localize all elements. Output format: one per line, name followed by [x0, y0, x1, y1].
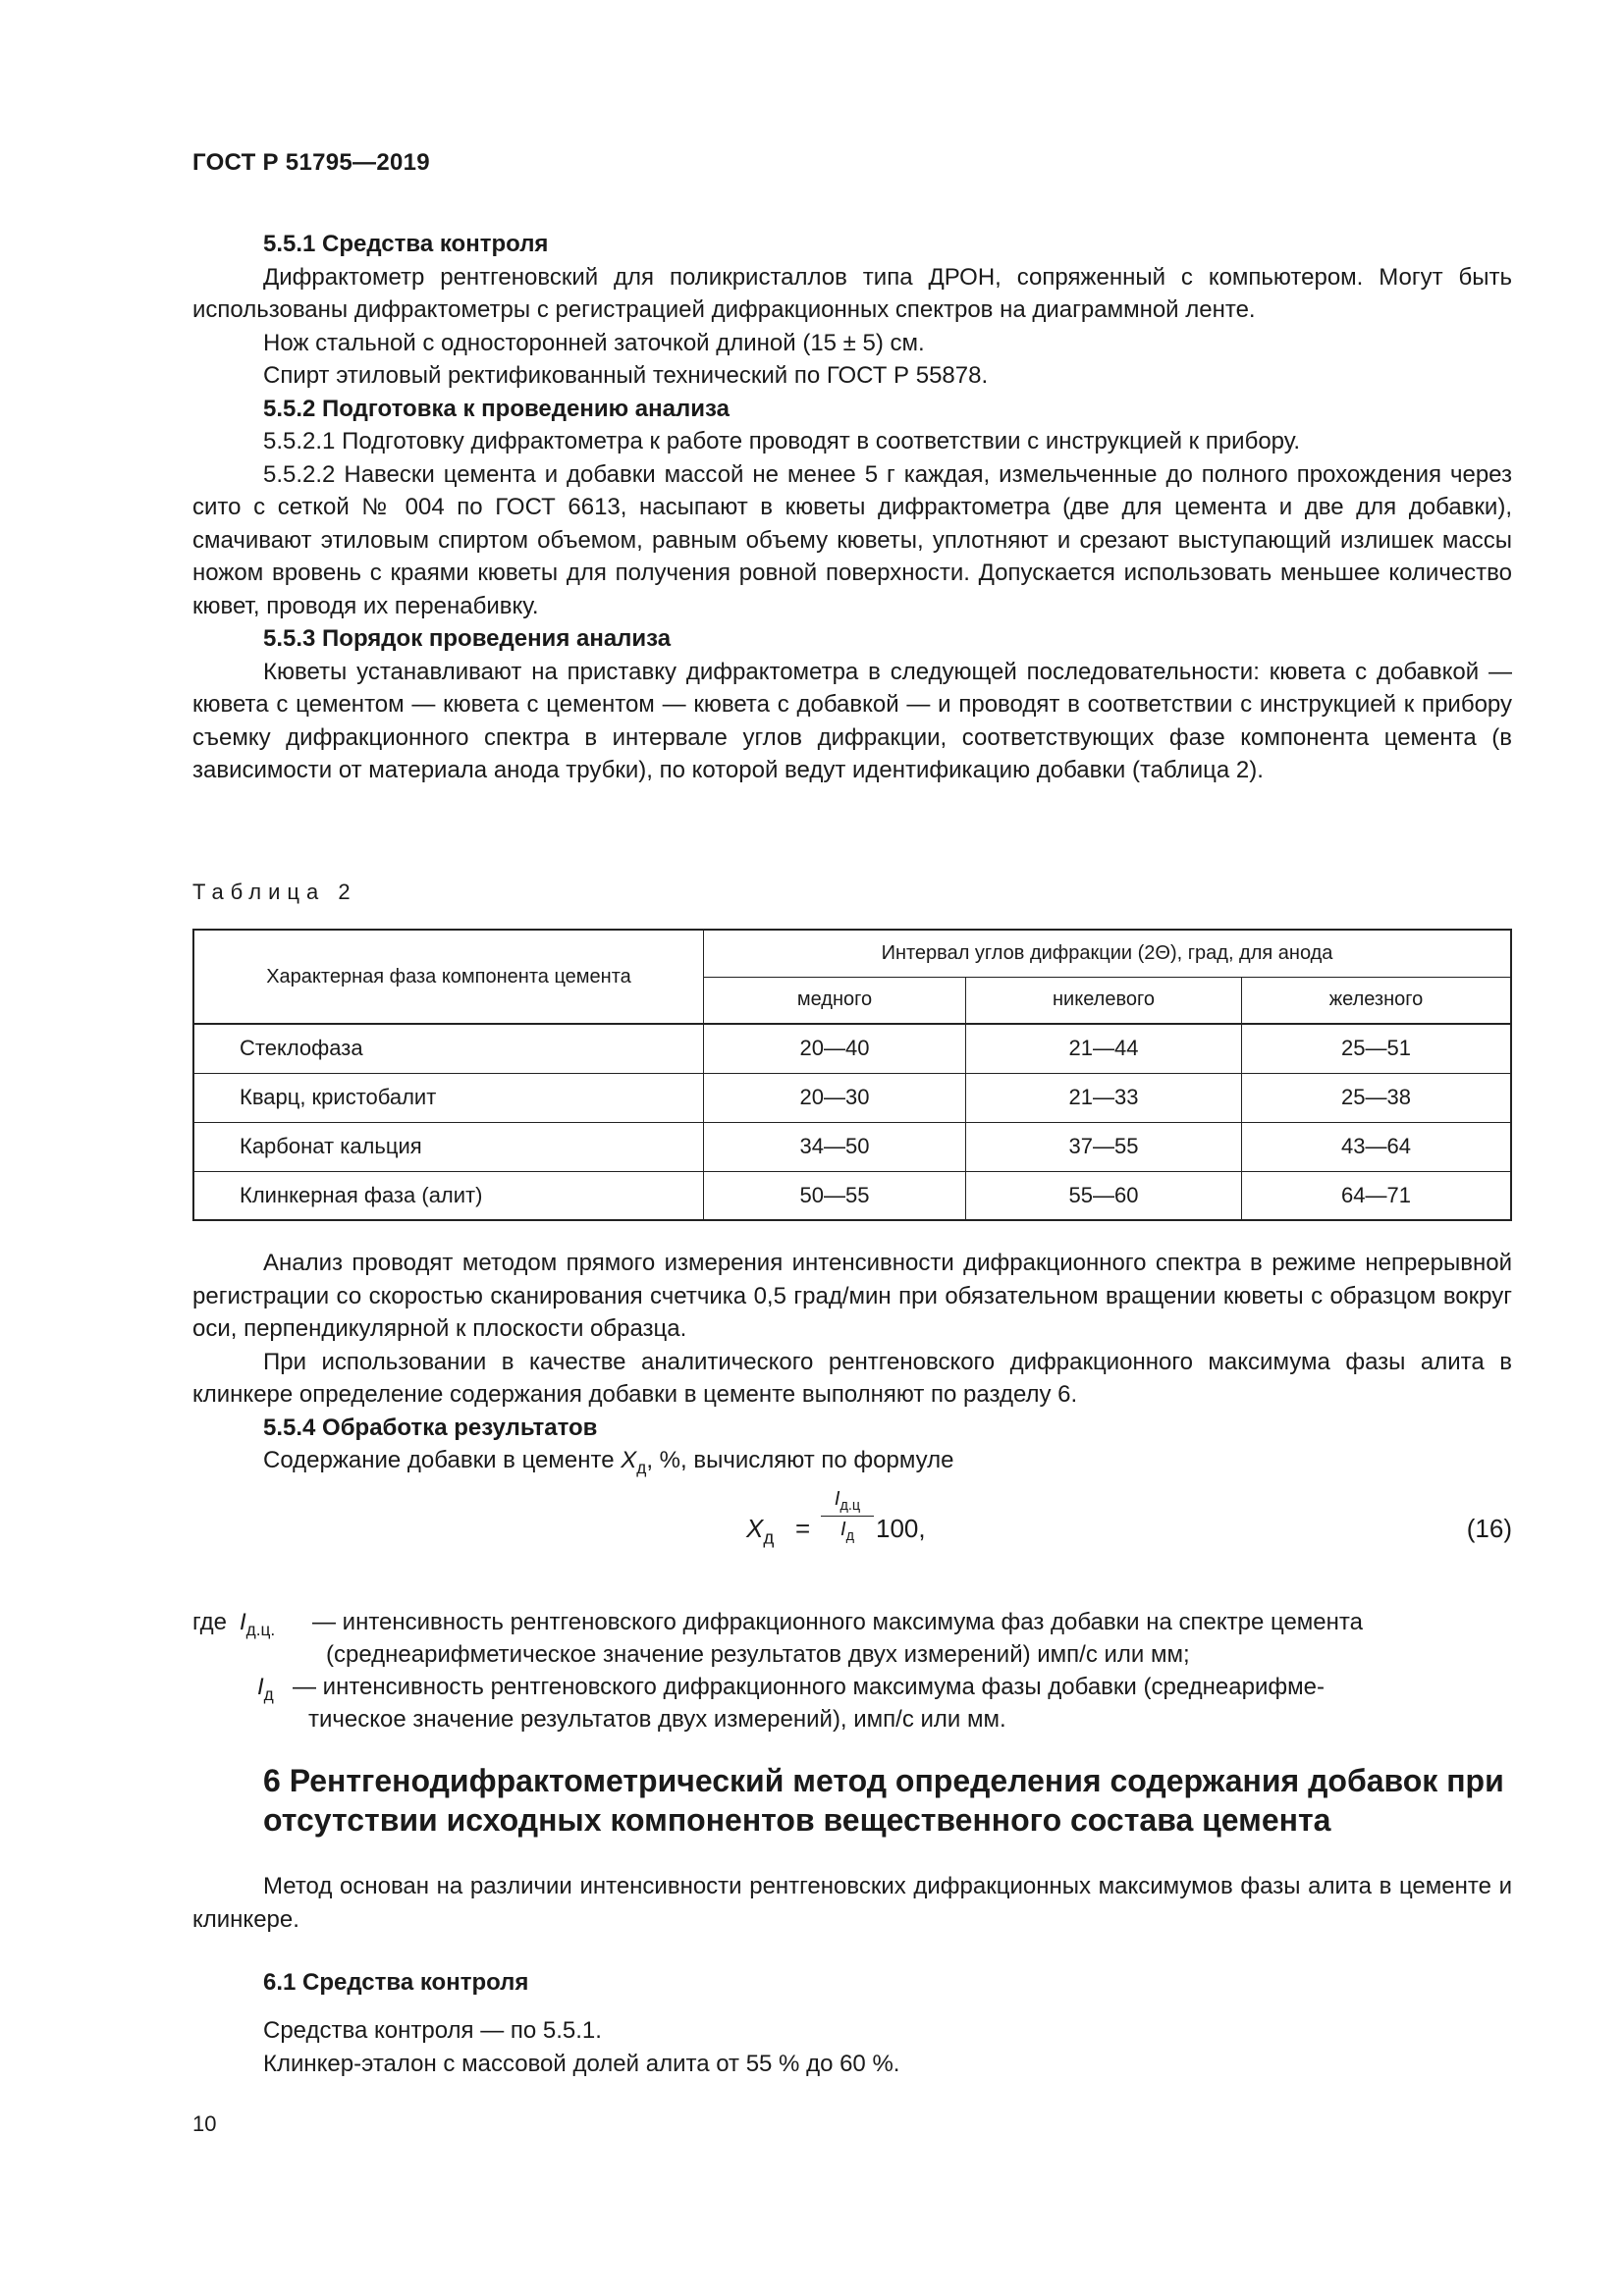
heading-5-5-4: 5.5.4 Обработка результатов [263, 1414, 598, 1441]
paragraph: Анализ проводят методом прямого измерения интенсивности дифракционного спектра в режиме непрерывной регистрации со скоростью сканирования счетчика 0,5 град/мин при обязательном вращении кюветы с образцом вокруг оси, перпендикулярной к плоскости образца. [192, 1250, 1512, 1342]
paragraph: Метод основан на различии интенсивности рентгеновских дифракционных максимумов фазы алита в цементе и клинкере. [192, 1873, 1512, 1933]
section-5-5-1-to-5-5-3 [192, 228, 1512, 787]
variable-x: X [621, 1447, 637, 1473]
section-6-1 [192, 1966, 1512, 2000]
heading-6-1: 6.1 Средства контроля [263, 1969, 529, 1996]
table-cell: 25—51 [1242, 1024, 1512, 1073]
table-header-interval: Интервал углов дифракции (2Θ), град, для анода [704, 930, 1512, 977]
formula-16: $X_д$ = $I_{д.ц}$ $I_д$ 100, (16) [746, 1488, 1512, 1548]
formula-legend: где $I_{д.ц.}$ — интенсивность рентгеновского дифракционного максимума фаз добавки на спектре цемента (среднеарифметическое значение результатов двух измерений) имп/с или мм; $I_д$ — интенсивность рентгеновского дифракционного максимума фазы добавки (среднеарифме- тическое значение результатов двух измерений), имп/с или мм. [192, 1609, 1363, 1733]
table-row [193, 1122, 1511, 1171]
table-cell-phase: Карбонат кальция [193, 1122, 704, 1171]
formula-number: (16) [1466, 1514, 1512, 1543]
table-cell: 25—38 [1242, 1073, 1512, 1122]
table-caption: Таблица 2 [192, 880, 357, 904]
table-cell: 64—71 [1242, 1171, 1512, 1220]
paragraph: 5.5.2.1 Подготовку дифрактометра к работе проводят в соответствии с инструкцией к прибору. [263, 428, 1301, 454]
section-after-table [192, 1247, 1512, 1485]
table-row [193, 1171, 1511, 1220]
paragraph: 5.5.2.2 Навески цемента и добавки массой не менее 5 г каждая, измельченные до полного прохождения через сито с сеткой № 004 по ГОСТ 6613, насыпают в кюветы дифрактометра (две для цемента и две для добавки), смачивают этиловым спиртом объемом, равным объему кюветы, уплотняют и срезают выступающий излишек массы ножом вровень с краями кюветы для получения ровной поверхности. Допускается использовать меньшее количество кювет, проводя их перенабивку. [192, 460, 1512, 619]
table-cell: 37—55 [966, 1122, 1242, 1171]
page-number: 10 [192, 2111, 217, 2136]
table-cell: 55—60 [966, 1171, 1242, 1220]
section-6-heading: 6 Рентгенодифрактометрический метод определения содержания добавок при отсутствии исходных компонентов вещественного состава цемента [263, 1763, 1504, 1838]
table-header-phase: Характерная фаза компонента цемента [193, 930, 704, 1024]
paragraph: При использовании в качестве аналитического рентгеновского дифракционного максимума фазы алита в клинкере определение содержания добавки в цементе выполняют по разделу 6. [192, 1348, 1512, 1408]
table-row [193, 1073, 1511, 1122]
table-row [193, 1024, 1511, 1073]
table-cell: 21—44 [966, 1024, 1242, 1073]
table-cell: 20—30 [704, 1073, 966, 1122]
table-subheader-iron: железного [1242, 977, 1512, 1024]
table-cell: 34—50 [704, 1122, 966, 1171]
table-subheader-nickel: никелевого [966, 977, 1242, 1024]
heading-5-5-1: 5.5.1 Средства контроля [263, 231, 549, 257]
paragraph: Спирт этиловый ректификованный технический по ГОСТ Р 55878. [263, 362, 989, 389]
paragraph: Нож стальной с односторонней заточкой длиной (15 ± 5) см. [263, 329, 925, 356]
paragraph: Кюветы устанавливают на приставку дифрактометра в следующей последовательности: кювета с добавкой — кювета с цементом — кювета с цементом — кювета с добавкой — и проводят в соответствии с инструкцией к прибору съемку дифракционного спектра в интервале углов дифракции, соответствующих фазе компонента цемента (в зависимости от материала анода трубки), по которой ведут идентификацию добавки (таблица 2). [192, 658, 1512, 783]
paragraph: Клинкер-эталон с массовой долей алита от 55 % до 60 %. [263, 2050, 900, 2077]
table-cell: 20—40 [704, 1024, 966, 1073]
paragraph: Средства контроля — по 5.5.1. [263, 2017, 602, 2044]
formula-fraction: $I_{д.ц}$ $I_д$ [821, 1488, 874, 1544]
table-cell-phase: Кварц, кристобалит [193, 1073, 704, 1122]
table-cell: 21—33 [966, 1073, 1242, 1122]
section-6-body [192, 1870, 1512, 1936]
table-cell: 50—55 [704, 1171, 966, 1220]
table-subheader-copper: медного [704, 977, 966, 1024]
table-cell-phase: Стеклофаза [193, 1024, 704, 1073]
heading-5-5-3: 5.5.3 Порядок проведения анализа [263, 625, 672, 652]
document-header: ГОСТ Р 51795—2019 [192, 149, 430, 176]
paragraph: Дифрактометр рентгеновский для поликристаллов типа ДРОН, сопряженный с компьютером. Могут быть использованы дифрактометры с регистрацией дифракционных спектров на диаграммной ленте. [192, 263, 1512, 323]
diffraction-angle-table [192, 929, 1512, 1221]
section-6-1-body [192, 2014, 1512, 2080]
table-cell-phase: Клинкерная фаза (алит) [193, 1171, 704, 1220]
table-cell: 43—64 [1242, 1122, 1512, 1171]
paragraph-formula-intro: Содержание добавки в цементе $X_д$, %, вычисляют по формуле [263, 1447, 954, 1478]
heading-5-5-2: 5.5.2 Подготовка к проведению анализа [263, 395, 730, 422]
